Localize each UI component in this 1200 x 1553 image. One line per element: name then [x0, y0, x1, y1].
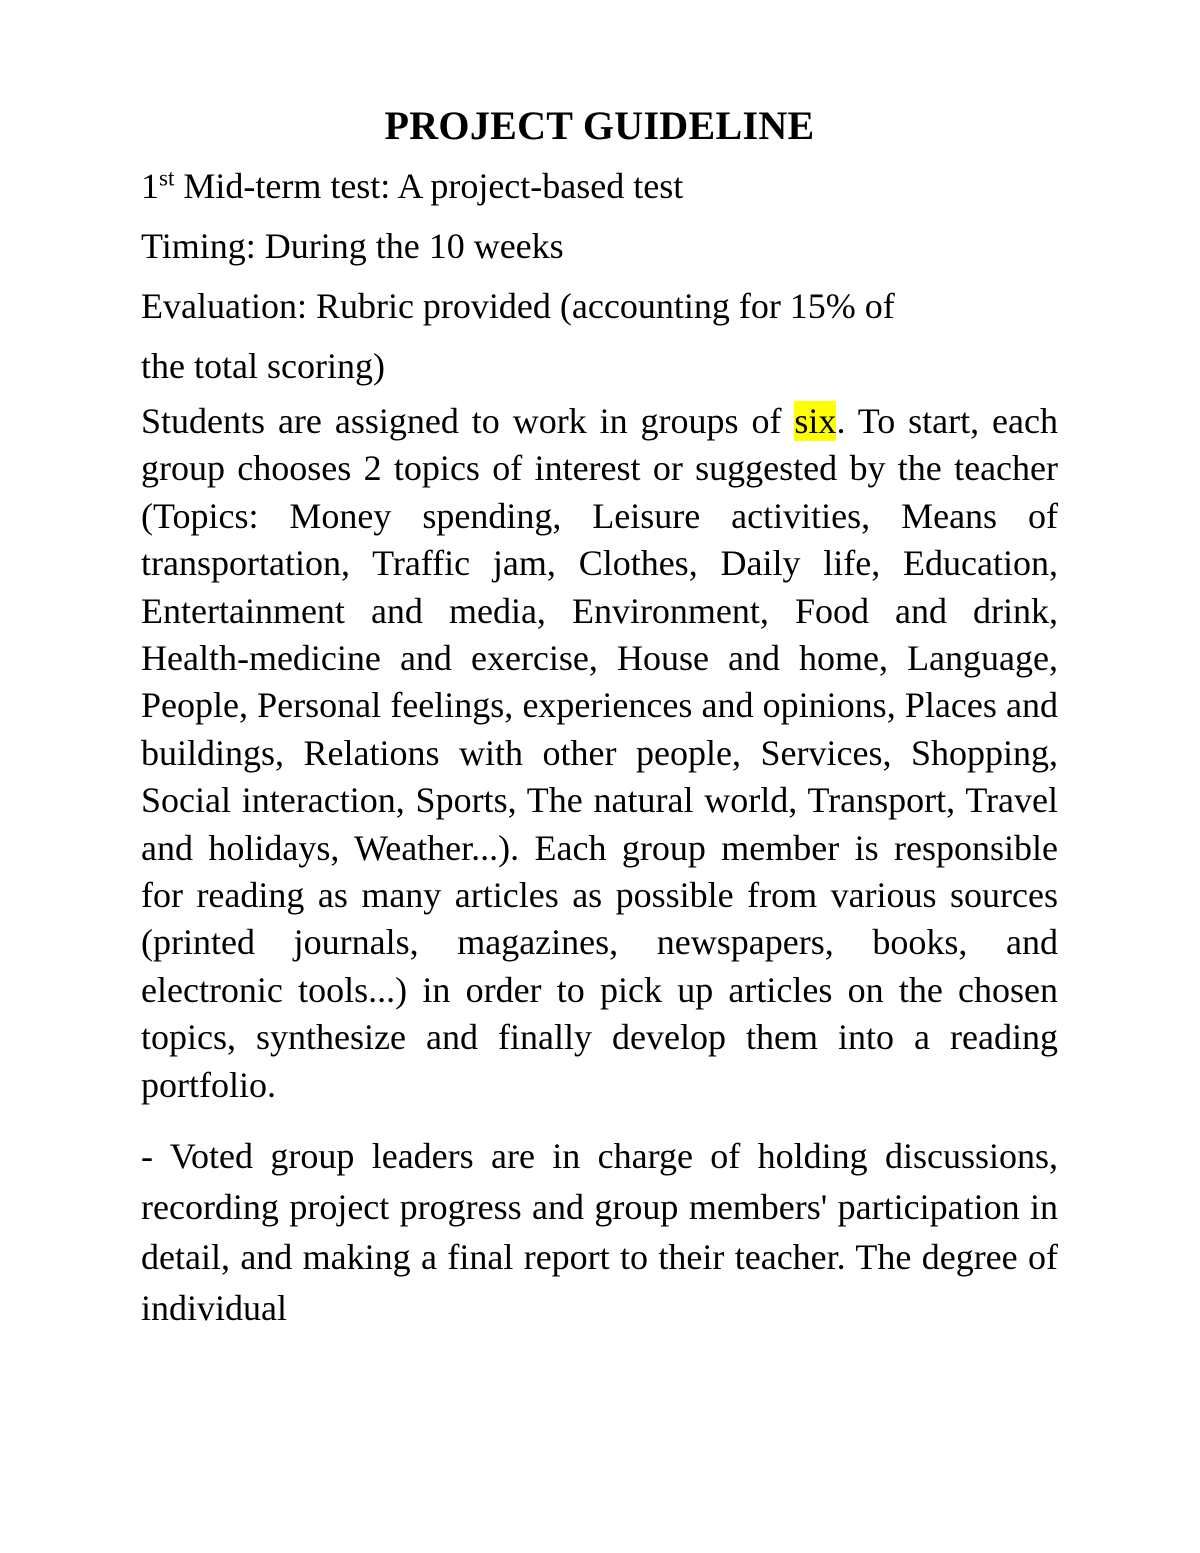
paragraph-1-rest: . To start, each group chooses 2 topics of interest or suggested by the teacher (Topics: Money spending, Leisure activities, Means of transportation, Traffic jam, Clothes, Daily life, Education, Entertainment and media, Environment, Food and drink, Health-medicine and exercise, House and home, Language, People, Personal feelings, experiences and opinions, Places and buildings, Relations with other people, Services, Shopping, Social interaction, Sports, The natural world, Transport, Travel and holidays, Weather...). Each group member is responsible for reading as many articles as possible from various sources (printed journals, magazines, newspapers, books, and electronic tools...) in order to pick up articles on the chosen topics, synthesize and finally develop them into a reading portfolio.: [141, 401, 1058, 1105]
midterm-number: 1: [141, 166, 159, 206]
evaluation-line-1: Evaluation: Rubric provided (accounting for 15% of: [141, 286, 895, 326]
midterm-line: [141, 156, 1058, 216]
body-paragraph-1: [141, 398, 1058, 1109]
timing-line: Timing: During the 10 weeks: [141, 226, 564, 266]
paragraph-1-start: Students are assigned to work in groups of: [141, 401, 795, 441]
midterm-ordinal-suffix: st: [159, 165, 175, 191]
evaluation-line-2: the total scoring): [141, 346, 385, 386]
document-page: [141, 96, 1058, 1333]
page-title: PROJECT GUIDELINE: [384, 103, 815, 148]
body-paragraph-2: - Voted group leaders are in charge of holding discussions, recording project progress and group members' participation in detail, and making a final report to their teacher. The degree of individual: [141, 1136, 1058, 1328]
highlighted-word: six: [794, 401, 837, 441]
midterm-text: Mid-term test: A project-based test: [174, 166, 684, 206]
